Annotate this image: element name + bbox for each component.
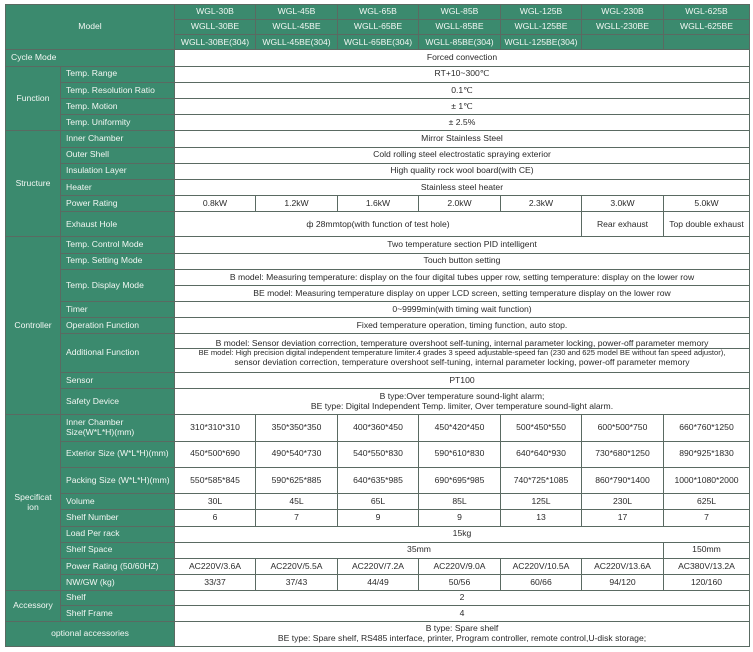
heater-label: Heater xyxy=(61,179,175,195)
sensor-row xyxy=(6,372,750,388)
temp-uniformity-row xyxy=(6,115,750,131)
packing-size-label: Packing Size (W*L*H)(mm) xyxy=(61,467,175,493)
group-accessory: Accessory xyxy=(6,591,61,621)
operation-label: Operation Function xyxy=(61,318,175,334)
cycle-mode-label: Cycle Mode xyxy=(6,50,175,66)
size-cell: 1000*1080*2000 xyxy=(664,467,750,493)
nw-gw-cell: 94/120 xyxy=(582,575,664,591)
size-cell: 490*540*730 xyxy=(256,441,338,467)
temp-uniformity-label: Temp. Uniformity xyxy=(61,115,175,131)
inner-size-label: Inner Chamber Size(W*L*H)(mm) xyxy=(61,415,175,441)
additional-be-line-2: sensor deviation correction, temperature overshoot self-tuning, internal parameter locking, power-off parameter memory xyxy=(234,356,690,367)
size-cell: 400*360*450 xyxy=(338,415,419,441)
operation-row xyxy=(6,318,750,334)
shelf-number-row xyxy=(6,510,750,526)
size-cell: 740*725*1085 xyxy=(501,467,582,493)
model-cell xyxy=(582,35,664,50)
volume-cell: 125L xyxy=(501,494,582,510)
spec-power-label: Power Rating (50/60HZ) xyxy=(61,558,175,574)
nw-gw-label: NW/GW (kg) xyxy=(61,575,175,591)
heater-value: Stainless steel heater xyxy=(175,179,750,195)
structure-power-label: Power Rating xyxy=(61,196,175,212)
volume-cell: 65L xyxy=(338,494,419,510)
power-cell: 1.2kW xyxy=(256,196,338,212)
power-cell: 5.0kW xyxy=(664,196,750,212)
insulation-label: Insulation Layer xyxy=(61,163,175,179)
load-per-rack-row xyxy=(6,526,750,542)
spec-power-cell: AC380V/13.2A xyxy=(664,558,750,574)
additional-value xyxy=(175,334,750,372)
volume-cell: 45L xyxy=(256,494,338,510)
exterior-size-label: Exterior Size (W*L*H)(mm) xyxy=(61,441,175,467)
display-mode-label: Temp. Display Mode xyxy=(61,269,175,301)
model-cell: WGL-125B xyxy=(501,5,582,20)
control-mode-label: Temp. Control Mode xyxy=(61,237,175,253)
inner-chamber-row xyxy=(6,131,750,147)
display-mode-be: BE model: Measuring temperature display on upper LCD screen, setting temperature display on the lower row xyxy=(175,285,750,301)
optional-row xyxy=(6,621,750,646)
outer-shell-value: Cold rolling steel electrostatic spraying exterior xyxy=(175,147,750,163)
nw-gw-cell: 37/43 xyxy=(256,575,338,591)
size-cell: 590*610*830 xyxy=(419,441,501,467)
timer-value: 0~9999min(with timing wait function) xyxy=(175,302,750,318)
additional-row xyxy=(6,334,750,372)
power-cell: 3.0kW xyxy=(582,196,664,212)
shelf-label: Shelf xyxy=(61,591,175,606)
spec-power-cell: AC220V/13.6A xyxy=(582,558,664,574)
shelf-number-cell: 6 xyxy=(175,510,256,526)
additional-be-line: BE model: High precision digital independent temperature limiter.4 grades 3 speed adjustable-speed fan (230 and 625 model BE without fan speed adjustor), xyxy=(175,348,749,358)
nw-gw-row xyxy=(6,575,750,591)
size-cell: 590*625*885 xyxy=(256,467,338,493)
model-cell xyxy=(664,35,750,50)
optional-be-line: BE type: Spare shelf, RS485 interface, printer, Program controller, remote control,U-disk storage; xyxy=(277,632,647,643)
safety-be-line: BE type: Digital Independent Temp. limiter, Over temperature sound-light alarm. xyxy=(310,400,614,411)
nw-gw-cell: 120/160 xyxy=(664,575,750,591)
model-cell: WGLL-85BE(304) xyxy=(419,35,501,50)
power-cell: 1.6kW xyxy=(338,196,419,212)
timer-label: Timer xyxy=(61,302,175,318)
spec-power-cell: AC220V/7.2A xyxy=(338,558,419,574)
model-cell: WGLL-45BE xyxy=(256,20,338,35)
cycle-mode-row xyxy=(6,50,750,66)
display-mode-row-1 xyxy=(6,269,750,285)
size-cell: 550*585*845 xyxy=(175,467,256,493)
control-mode-row xyxy=(6,237,750,253)
control-mode-value: Two temperature section PID intelligent xyxy=(175,237,750,253)
additional-b-line: B model: Sensor deviation correction, temperature overshoot self-tuning, internal parameter locking, power-off parameter memory xyxy=(215,337,709,348)
temp-resolution-label: Temp. Resolution Ratio xyxy=(61,82,175,98)
spec-power-row xyxy=(6,558,750,574)
load-per-rack-label: Load Per rack xyxy=(61,526,175,542)
power-cell: 0.8kW xyxy=(175,196,256,212)
model-cell: WGLL-65BE xyxy=(338,20,419,35)
size-cell: 640*635*985 xyxy=(338,467,419,493)
power-cell: 2.3kW xyxy=(501,196,582,212)
size-cell: 600*500*750 xyxy=(582,415,664,441)
inner-size-row xyxy=(6,415,750,441)
spec-power-cell: AC220V/9.0A xyxy=(419,558,501,574)
exhaust-value-625: Top double exhaust xyxy=(664,212,750,237)
temp-uniformity-value: ± 2.5% xyxy=(175,115,750,131)
model-cell: WGL-30B xyxy=(175,5,256,20)
group-controller: Controller xyxy=(6,237,61,415)
sensor-value: PT100 xyxy=(175,372,750,388)
safety-b-line: B type:Over temperature sound-light alarm; xyxy=(379,391,545,402)
model-cell: WGLL-85BE xyxy=(419,20,501,35)
load-per-rack-value: 15kg xyxy=(175,526,750,542)
display-mode-b: B model: Measuring temperature: display on the four digital tubes upper row, setting temperature: display on the lower row xyxy=(175,269,750,285)
shelf-row xyxy=(6,591,750,606)
spec-power-cell: AC220V/5.5A xyxy=(256,558,338,574)
shelf-number-cell: 17 xyxy=(582,510,664,526)
temp-motion-label: Temp. Motion xyxy=(61,98,175,114)
size-cell: 350*350*350 xyxy=(256,415,338,441)
setting-mode-value: Touch button setting xyxy=(175,253,750,269)
nw-gw-cell: 50/56 xyxy=(419,575,501,591)
model-cell: WGL-65B xyxy=(338,5,419,20)
model-cell: WGL-625B xyxy=(664,5,750,20)
temp-range-value: RT+10~300℃ xyxy=(175,66,750,82)
spec-power-cell: AC220V/10.5A xyxy=(501,558,582,574)
shelf-number-label: Shelf Number xyxy=(61,510,175,526)
shelf-number-cell: 13 xyxy=(501,510,582,526)
specification-table xyxy=(5,4,750,647)
model-cell: WGLL-125BE(304) xyxy=(501,35,582,50)
insulation-value: High quality rock wool board(with CE) xyxy=(175,163,750,179)
size-cell: 660*760*1250 xyxy=(664,415,750,441)
sensor-label: Sensor xyxy=(61,372,175,388)
cycle-mode-value: Forced convection xyxy=(175,50,750,66)
model-cell: WGLL-125BE xyxy=(501,20,582,35)
volume-cell: 230L xyxy=(582,494,664,510)
timer-row xyxy=(6,302,750,318)
size-cell: 890*925*1830 xyxy=(664,441,750,467)
model-cell: WGL-85B xyxy=(419,5,501,20)
shelf-space-row xyxy=(6,542,750,558)
setting-mode-label: Temp. Setting Mode xyxy=(61,253,175,269)
temp-range-row xyxy=(6,66,750,82)
size-cell: 540*550*830 xyxy=(338,441,419,467)
additional-label: Additional Function xyxy=(61,334,175,372)
insulation-row xyxy=(6,163,750,179)
size-cell: 640*640*930 xyxy=(501,441,582,467)
temp-resolution-row xyxy=(6,82,750,98)
inner-chamber-value: Mirror Stainless Steel xyxy=(175,131,750,147)
nw-gw-cell: 44/49 xyxy=(338,575,419,591)
temp-motion-row xyxy=(6,98,750,114)
volume-label: Volume xyxy=(61,494,175,510)
shelf-space-value-625: 150mm xyxy=(664,542,750,558)
temp-range-label: Temp. Range xyxy=(61,66,175,82)
shelf-number-cell: 7 xyxy=(256,510,338,526)
shelf-space-label: Shelf Space xyxy=(61,542,175,558)
volume-cell: 625L xyxy=(664,494,750,510)
size-cell: 730*680*1250 xyxy=(582,441,664,467)
model-label: Model xyxy=(6,5,175,50)
model-cell: WGL-230B xyxy=(582,5,664,20)
heater-row xyxy=(6,179,750,195)
model-row-b xyxy=(6,5,750,20)
size-cell: 450*500*690 xyxy=(175,441,256,467)
shelf-frame-label: Shelf Frame xyxy=(61,606,175,621)
model-cell: WGLL-65BE(304) xyxy=(338,35,419,50)
shelf-value: 2 xyxy=(175,591,750,606)
volume-cell: 85L xyxy=(419,494,501,510)
volume-cell: 30L xyxy=(175,494,256,510)
temp-motion-value: ± 1℃ xyxy=(175,98,750,114)
size-cell: 500*450*550 xyxy=(501,415,582,441)
group-specification: Specificat ion xyxy=(6,415,61,591)
nw-gw-cell: 33/37 xyxy=(175,575,256,591)
structure-power-row xyxy=(6,196,750,212)
temp-resolution-value: 0.1℃ xyxy=(175,82,750,98)
exhaust-value-main: ф 28mmtop(with function of test hole) xyxy=(175,212,582,237)
exhaust-value-230: Rear exhaust xyxy=(582,212,664,237)
group-structure: Structure xyxy=(6,131,61,237)
setting-mode-row xyxy=(6,253,750,269)
exhaust-label: Exhaust Hole xyxy=(61,212,175,237)
shelf-space-value-main: 35mm xyxy=(175,542,664,558)
power-cell: 2.0kW xyxy=(419,196,501,212)
group-function: Function xyxy=(6,66,61,131)
model-cell: WGLL-625BE xyxy=(664,20,750,35)
size-cell: 690*695*985 xyxy=(419,467,501,493)
shelf-number-cell: 9 xyxy=(338,510,419,526)
model-cell: WGLL-230BE xyxy=(582,20,664,35)
outer-shell-label: Outer Shell xyxy=(61,147,175,163)
exhaust-row xyxy=(6,212,750,237)
nw-gw-cell: 60/66 xyxy=(501,575,582,591)
model-cell: WGL-45B xyxy=(256,5,338,20)
packing-size-row xyxy=(6,467,750,493)
safety-row xyxy=(6,389,750,415)
model-cell: WGLL-30BE xyxy=(175,20,256,35)
spec-power-cell: AC220V/3.6A xyxy=(175,558,256,574)
shelf-number-cell: 7 xyxy=(664,510,750,526)
size-cell: 860*790*1400 xyxy=(582,467,664,493)
optional-label: optional accessories xyxy=(6,621,175,646)
operation-value: Fixed temperature operation, timing function, auto stop. xyxy=(175,318,750,334)
inner-chamber-label: Inner Chamber xyxy=(61,131,175,147)
shelf-number-cell: 9 xyxy=(419,510,501,526)
size-cell: 450*420*450 xyxy=(419,415,501,441)
outer-shell-row xyxy=(6,147,750,163)
exterior-size-row xyxy=(6,441,750,467)
optional-value xyxy=(175,621,750,646)
safety-label: Safety Device xyxy=(61,389,175,415)
safety-value xyxy=(175,389,750,415)
shelf-frame-value: 4 xyxy=(175,606,750,621)
model-cell: WGLL-45BE(304) xyxy=(256,35,338,50)
shelf-frame-row xyxy=(6,606,750,621)
optional-b-line: B type: Spare shelf xyxy=(425,623,499,634)
model-cell: WGLL-30BE(304) xyxy=(175,35,256,50)
volume-row xyxy=(6,494,750,510)
size-cell: 310*310*310 xyxy=(175,415,256,441)
